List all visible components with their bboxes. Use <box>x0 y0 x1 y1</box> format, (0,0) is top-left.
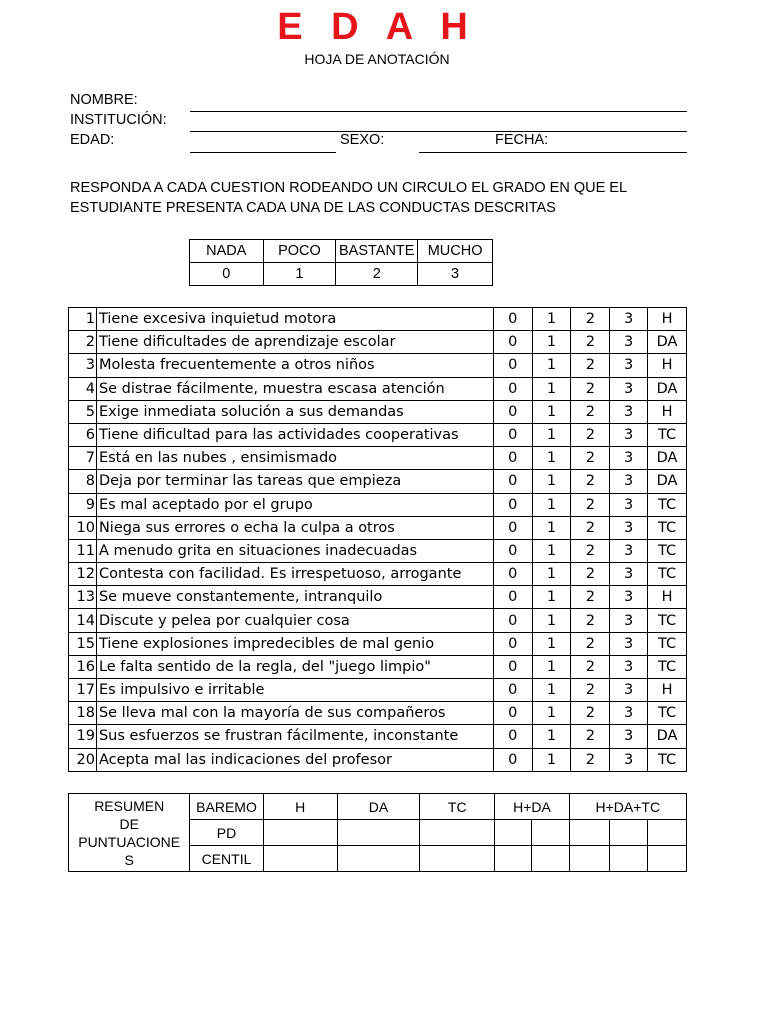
item-category: TC <box>648 748 687 771</box>
item-category: TC <box>648 539 687 562</box>
item-option[interactable]: 0 <box>493 493 532 516</box>
item-row <box>69 679 687 702</box>
scale-table <box>189 239 493 286</box>
item-category: TC <box>648 609 687 632</box>
item-number: 1 <box>69 308 97 331</box>
item-text: Es mal aceptado por el grupo <box>96 493 493 516</box>
item-number: 4 <box>69 377 97 400</box>
item-option[interactable]: 0 <box>493 423 532 446</box>
item-text: Deja por terminar las tareas que empieza <box>96 470 493 493</box>
item-option[interactable]: 2 <box>571 632 610 655</box>
item-option[interactable]: 1 <box>532 354 571 377</box>
summary-row-centil: CENTIL <box>190 846 263 872</box>
centil-h-da-tc-cell[interactable] <box>647 846 686 872</box>
item-option[interactable]: 1 <box>532 400 571 423</box>
item-option[interactable]: 1 <box>532 539 571 562</box>
item-category: TC <box>648 702 687 725</box>
item-text: Tiene explosiones impredecibles de mal genio <box>96 632 493 655</box>
scale-value: 3 <box>418 263 493 286</box>
item-option[interactable]: 0 <box>493 632 532 655</box>
item-number: 17 <box>69 679 97 702</box>
item-option[interactable]: 0 <box>493 655 532 678</box>
item-category: TC <box>648 655 687 678</box>
nombre-label: NOMBRE: <box>70 92 138 108</box>
item-option[interactable]: 0 <box>493 516 532 539</box>
pd-h-da-cell[interactable] <box>532 820 569 846</box>
item-option[interactable]: 2 <box>571 725 610 748</box>
items-table <box>68 307 687 772</box>
item-option[interactable]: 1 <box>532 748 571 771</box>
item-option[interactable]: 3 <box>610 679 648 702</box>
item-row <box>69 331 687 354</box>
item-option[interactable]: 2 <box>571 655 610 678</box>
item-category: DA <box>648 470 687 493</box>
item-category: H <box>648 679 687 702</box>
pd-h-da-cell[interactable] <box>495 820 532 846</box>
item-category: TC <box>648 563 687 586</box>
item-option[interactable]: 3 <box>610 539 648 562</box>
summary-col-da: DA <box>337 794 419 820</box>
item-option[interactable]: 1 <box>532 331 571 354</box>
item-option[interactable]: 3 <box>610 748 648 771</box>
item-row <box>69 655 687 678</box>
item-number: 11 <box>69 539 97 562</box>
pd-h-da-tc-cell[interactable] <box>609 820 647 846</box>
summary-label-line: RESUMEN <box>94 797 165 814</box>
item-text: Tiene dificultades de aprendizaje escolar <box>96 331 493 354</box>
fecha-field[interactable] <box>419 152 687 153</box>
item-option[interactable]: 3 <box>610 609 648 632</box>
summary-col-h: H <box>263 794 337 820</box>
item-category: TC <box>648 423 687 446</box>
item-option[interactable]: 1 <box>532 609 571 632</box>
item-category: DA <box>648 447 687 470</box>
item-option[interactable]: 0 <box>493 377 532 400</box>
scale-header: BASTANTE <box>336 240 418 263</box>
item-option[interactable]: 1 <box>532 377 571 400</box>
item-number: 5 <box>69 400 97 423</box>
item-row <box>69 377 687 400</box>
item-option[interactable]: 1 <box>532 679 571 702</box>
item-category: DA <box>648 331 687 354</box>
item-option[interactable]: 2 <box>571 400 610 423</box>
item-text: Es impulsivo e irritable <box>96 679 493 702</box>
scale-header: NADA <box>190 240 264 263</box>
item-text: Molesta frecuentemente a otros niños <box>96 354 493 377</box>
item-row <box>69 493 687 516</box>
item-category: DA <box>648 377 687 400</box>
instructions-line: ESTUDIANTE PRESENTA CADA UNA DE LAS CONDUCTAS DESCRITAS <box>70 200 556 216</box>
item-text: Se distrae fácilmente, muestra escasa atención <box>96 377 493 400</box>
item-option[interactable]: 0 <box>493 400 532 423</box>
item-option[interactable]: 1 <box>532 632 571 655</box>
page-subtitle: HOJA DE ANOTACIÓN <box>304 51 450 67</box>
summary-col-tc: TC <box>420 794 495 820</box>
item-option[interactable]: 0 <box>493 725 532 748</box>
item-category: TC <box>648 632 687 655</box>
summary-label-line: DE <box>119 815 139 832</box>
item-row <box>69 748 687 771</box>
item-number: 9 <box>69 493 97 516</box>
item-option[interactable]: 3 <box>610 308 648 331</box>
item-option[interactable]: 3 <box>610 447 648 470</box>
item-row <box>69 632 687 655</box>
item-option[interactable]: 0 <box>493 679 532 702</box>
item-row <box>69 609 687 632</box>
item-option[interactable]: 2 <box>571 331 610 354</box>
item-row <box>69 423 687 446</box>
item-option[interactable]: 0 <box>493 748 532 771</box>
item-option[interactable]: 0 <box>493 609 532 632</box>
item-option[interactable]: 1 <box>532 586 571 609</box>
item-number: 6 <box>69 423 97 446</box>
item-text: Está en las nubes , ensimismado <box>96 447 493 470</box>
item-row <box>69 354 687 377</box>
instructions <box>70 178 690 218</box>
item-row <box>69 447 687 470</box>
item-option[interactable]: 0 <box>493 563 532 586</box>
item-text: Sus esfuerzos se frustran fácilmente, inconstante <box>96 725 493 748</box>
item-option[interactable]: 3 <box>610 516 648 539</box>
item-number: 20 <box>69 748 97 771</box>
item-option[interactable]: 3 <box>610 423 648 446</box>
item-option[interactable]: 0 <box>493 586 532 609</box>
item-text: A menudo grita en situaciones inadecuadas <box>96 539 493 562</box>
item-text: Acepta mal las indicaciones del profesor <box>96 748 493 771</box>
item-number: 2 <box>69 331 97 354</box>
item-number: 16 <box>69 655 97 678</box>
instructions-line: RESPONDA A CADA CUESTION RODEANDO UN CIRCULO EL GRADO EN QUE EL <box>70 180 628 196</box>
item-text: Le falta sentido de la regla, del "juego limpio" <box>96 655 493 678</box>
item-number: 19 <box>69 725 97 748</box>
item-row <box>69 586 687 609</box>
scale-value: 1 <box>263 263 336 286</box>
item-option[interactable]: 2 <box>571 516 610 539</box>
item-text: Discute y pelea por cualquier cosa <box>96 609 493 632</box>
item-option[interactable]: 2 <box>571 470 610 493</box>
item-option[interactable]: 3 <box>610 725 648 748</box>
item-number: 13 <box>69 586 97 609</box>
item-row <box>69 539 687 562</box>
item-option[interactable]: 1 <box>532 308 571 331</box>
centil-da-cell[interactable] <box>337 846 419 872</box>
item-number: 10 <box>69 516 97 539</box>
item-row <box>69 308 687 331</box>
item-option[interactable]: 2 <box>571 377 610 400</box>
item-option[interactable]: 1 <box>532 516 571 539</box>
item-text: Se mueve constantemente, intranquilo <box>96 586 493 609</box>
page-title: E D A H <box>277 6 477 48</box>
item-row <box>69 400 687 423</box>
item-option[interactable]: 3 <box>610 632 648 655</box>
summary-col-h-da: H+DA <box>495 794 569 820</box>
item-number: 8 <box>69 470 97 493</box>
item-option[interactable]: 3 <box>610 400 648 423</box>
item-option[interactable]: 3 <box>610 331 648 354</box>
item-option[interactable]: 2 <box>571 308 610 331</box>
item-option[interactable]: 0 <box>493 539 532 562</box>
item-text: Tiene excesiva inquietud motora <box>96 308 493 331</box>
pd-da-cell[interactable] <box>337 820 419 846</box>
centil-h-da-cell[interactable] <box>532 846 569 872</box>
fecha-label: FECHA: <box>495 132 549 148</box>
institucion-label: INSTITUCIÓN: <box>70 112 167 128</box>
item-option[interactable]: 2 <box>571 748 610 771</box>
item-number: 12 <box>69 563 97 586</box>
item-category: H <box>648 586 687 609</box>
item-option[interactable]: 2 <box>571 539 610 562</box>
centil-h-da-tc-cell[interactable] <box>569 846 609 872</box>
item-category: H <box>648 354 687 377</box>
item-option[interactable]: 3 <box>610 377 648 400</box>
item-option[interactable]: 2 <box>571 493 610 516</box>
item-number: 14 <box>69 609 97 632</box>
item-option[interactable]: 0 <box>493 470 532 493</box>
item-option[interactable]: 2 <box>571 447 610 470</box>
centil-h-da-tc-cell[interactable] <box>609 846 647 872</box>
item-option[interactable]: 3 <box>610 655 648 678</box>
item-option[interactable]: 2 <box>571 563 610 586</box>
item-option[interactable]: 1 <box>532 702 571 725</box>
item-category: TC <box>648 493 687 516</box>
item-option[interactable]: 2 <box>571 702 610 725</box>
item-text: Contesta con facilidad. Es irrespetuoso, arrogante <box>96 563 493 586</box>
item-text: Niega sus errores o echa la culpa a otros <box>96 516 493 539</box>
item-option[interactable]: 2 <box>571 679 610 702</box>
item-text: Exige inmediata solución a sus demandas <box>96 400 493 423</box>
item-option[interactable]: 1 <box>532 447 571 470</box>
item-row <box>69 725 687 748</box>
item-category: H <box>648 400 687 423</box>
summary-table <box>68 793 687 872</box>
scale-value: 2 <box>336 263 418 286</box>
item-option[interactable]: 0 <box>493 447 532 470</box>
item-row <box>69 516 687 539</box>
summary-label-line: PUNTUACIONE <box>78 833 181 850</box>
item-option[interactable]: 3 <box>610 563 648 586</box>
item-option[interactable]: 1 <box>532 493 571 516</box>
item-option[interactable]: 0 <box>493 331 532 354</box>
summary-label-line: S <box>124 851 134 868</box>
item-option[interactable]: 1 <box>532 423 571 446</box>
item-option[interactable]: 1 <box>532 725 571 748</box>
item-category: TC <box>648 516 687 539</box>
centil-tc-cell[interactable] <box>420 846 495 872</box>
summary-label <box>69 794 190 872</box>
edad-field[interactable] <box>190 152 336 153</box>
pd-h-da-tc-cell[interactable] <box>569 820 609 846</box>
item-number: 3 <box>69 354 97 377</box>
item-text: Tiene dificultad para las actividades cooperativas <box>96 423 493 446</box>
summary-col-h-da-tc: H+DA+TC <box>569 794 686 820</box>
item-text: Se lleva mal con la mayoría de sus compañeros <box>96 702 493 725</box>
item-option[interactable]: 1 <box>532 563 571 586</box>
item-option[interactable]: 0 <box>493 354 532 377</box>
item-category: DA <box>648 725 687 748</box>
centil-h-da-cell[interactable] <box>495 846 532 872</box>
item-option[interactable]: 2 <box>571 609 610 632</box>
pd-tc-cell[interactable] <box>420 820 495 846</box>
item-option[interactable]: 3 <box>610 702 648 725</box>
scale-header: POCO <box>263 240 336 263</box>
sexo-label: SEXO: <box>340 132 385 148</box>
scale-value: 0 <box>190 263 264 286</box>
item-option[interactable]: 1 <box>532 655 571 678</box>
item-category: H <box>648 308 687 331</box>
item-option[interactable]: 0 <box>493 702 532 725</box>
item-row <box>69 702 687 725</box>
item-option[interactable]: 2 <box>571 423 610 446</box>
item-number: 18 <box>69 702 97 725</box>
item-option[interactable]: 2 <box>571 354 610 377</box>
institucion-field[interactable] <box>190 131 687 132</box>
item-option[interactable]: 2 <box>571 586 610 609</box>
centil-h-cell[interactable] <box>263 846 337 872</box>
pd-h-da-tc-cell[interactable] <box>647 820 686 846</box>
nombre-field[interactable] <box>190 111 687 112</box>
item-option[interactable]: 3 <box>610 354 648 377</box>
item-number: 15 <box>69 632 97 655</box>
item-option[interactable]: 3 <box>610 586 648 609</box>
pd-h-cell[interactable] <box>263 820 337 846</box>
baremo-header: BAREMO <box>190 794 263 820</box>
item-option[interactable]: 1 <box>532 470 571 493</box>
scale-header: MUCHO <box>418 240 493 263</box>
item-row <box>69 563 687 586</box>
summary-row-pd: PD <box>190 820 263 846</box>
item-number: 7 <box>69 447 97 470</box>
item-option[interactable]: 3 <box>610 493 648 516</box>
item-option[interactable]: 3 <box>610 470 648 493</box>
edad-label: EDAD: <box>70 132 115 148</box>
item-row <box>69 470 687 493</box>
item-option[interactable]: 0 <box>493 308 532 331</box>
